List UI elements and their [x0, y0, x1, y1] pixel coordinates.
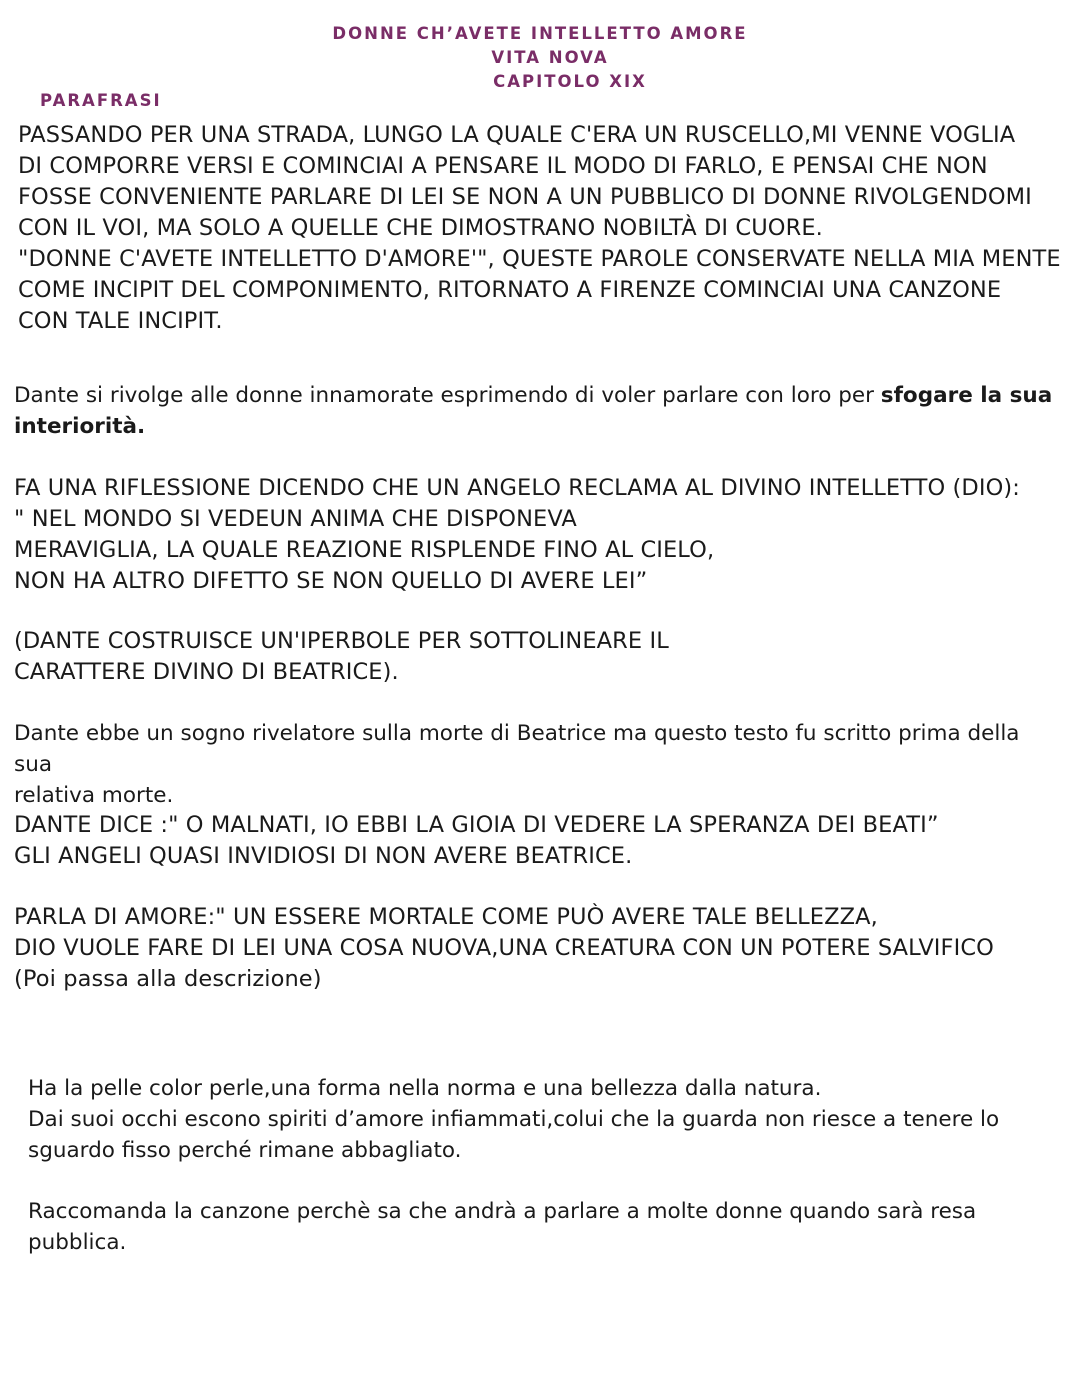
document-title-block: [0, 22, 1080, 94]
section-label: PARAFRASI: [40, 91, 162, 110]
paragraph-recommendation: Raccomanda la canzone perchè sa che andrà a parlare a molte donne quando sarà resa pubblica.: [28, 1199, 977, 1255]
title-line-3: CAPITOLO XIX: [493, 72, 647, 91]
paragraph-description: Ha la pelle color perle,una forma nella norma e una bellezza dalla natura. Dai suoi occhi escono spiriti d’amore infiammati,colui che la guarda non riesce a tenere lo sguardo fisso perché rimane abbagliato.: [28, 1076, 1000, 1163]
title-line-2: VITA NOVA: [491, 48, 609, 67]
title-line-1: DONNE CH’AVETE INTELLETTO AMORE: [332, 24, 748, 43]
paragraph-hyperbole: (DANTE COSTRUISCE UN'IPERBOLE PER SOTTOLINEARE IL CARATTERE DIVINO DI BEATRICE).: [14, 628, 669, 685]
paragraph-malnati: DANTE DICE :" O MALNATI, IO EBBI LA GIOIA DI VEDERE LA SPERANZA DEI BEATI” GLI ANGELI QUASI INVIDIOSI DI NON AVERE BEATRICE.: [14, 812, 939, 869]
paragraph-paraphrase: PASSANDO PER UNA STRADA, LUNGO LA QUALE C'ERA UN RUSCELLO,MI VENNE VOGLIA DI COMPORRE VERSI E COMINCIAI A PENSARE IL MODO DI FARLO, E PENSAI CHE NON FOSSE CONVENIENTE PARLARE DI LEI SE NON A UN PUBBLICO DI DONNE RIVOLGENDOMI CON IL VOI, MA SOLO A QUELLE CHE DIMOSTRANO NOBILTÀ DI CUORE. "DONNE C'AVETE INTELLETTO D'AMORE'", QUESTE PAROLE CONSERVATE NELLA MIA MENTE COME INCIPIT DEL COMPONIMENTO, RITORNATO A FIRENZE COMINCIAI UNA CANZONE CON TALE INCIPIT.: [18, 122, 1061, 334]
paragraph-angel-reflection: FA UNA RIFLESSIONE DICENDO CHE UN ANGELO RECLAMA AL DIVINO INTELLETTO (DIO): " NEL MONDO SI VEDEUN ANIMA CHE DISPONEVA MERAVIGLIA, LA QUALE REAZIONE RISPLENDE FINO AL CIELO, NON HA ALTRO DIFETTO SE NON QUELLO DI AVERE LEI”: [14, 475, 1020, 594]
paragraph-love: PARLA DI AMORE:" UN ESSERE MORTALE COME PUÒ AVERE TALE BELLEZZA, DIO VUOLE FARE DI LEI UNA COSA NUOVA,UNA CREATURA CON UN POTERE SALVIFICO (Poi passa alla descrizione): [14, 904, 994, 992]
paragraph-dante-addresses-bold: sfogare la sua interiorità.: [14, 383, 1053, 439]
paragraph-dante-addresses: [14, 380, 1064, 442]
paragraph-dream: Dante ebbe un sogno rivelatore sulla morte di Beatrice ma questo testo fu scritto prima della sua relativa morte.: [14, 721, 1020, 808]
paragraph-dante-addresses-text: Dante si rivolge alle donne innamorate esprimendo di voler parlare con loro per: [14, 383, 881, 408]
